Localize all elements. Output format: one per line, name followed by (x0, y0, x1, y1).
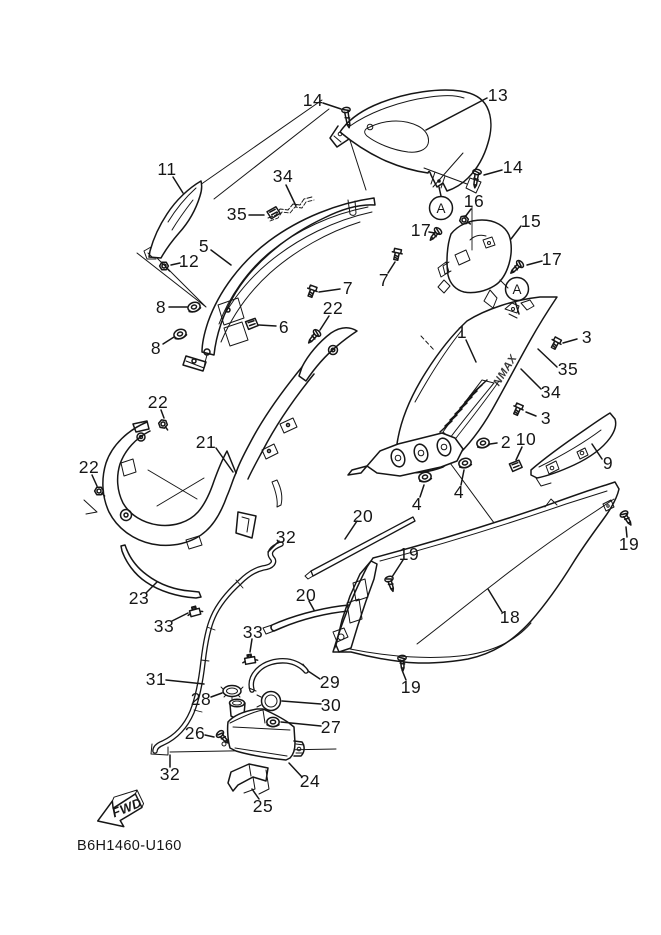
fastener-grommet-8 (187, 301, 202, 314)
leader-line-8 (163, 337, 174, 344)
leader-line-6 (259, 325, 276, 326)
part-21-leg-shield-frame (103, 328, 357, 549)
part-label-5: 5 (198, 236, 210, 256)
part-label-34: 34 (540, 382, 562, 402)
leader-line-5 (211, 250, 231, 265)
leader-line-22 (320, 316, 329, 330)
model-emblem-text: NMAX (491, 352, 520, 389)
part-11-upper-cover (144, 181, 202, 259)
part-label-30: 30 (320, 695, 342, 715)
part-label-22: 22 (147, 392, 169, 412)
fastener-grommet-4 (458, 457, 472, 469)
part-label-17: 17 (410, 220, 432, 240)
part-label-32: 32 (159, 764, 181, 784)
part-label-29: 29 (319, 672, 341, 692)
part-label-15: 15 (520, 211, 542, 231)
leader-line-3 (563, 339, 577, 343)
leader-line-14 (484, 170, 502, 175)
leader-line-11 (173, 177, 183, 193)
fastener-screw-19 (398, 655, 407, 671)
drawing-code: B6H1460-U160 (77, 838, 182, 854)
fastener-bolt-7 (305, 285, 318, 299)
part-label-8: 8 (155, 297, 167, 317)
fastener-bolt-7 (391, 248, 403, 261)
part-20-moulding-lower (263, 605, 351, 634)
leader-line-14 (323, 103, 341, 109)
part-label-20: 20 (352, 506, 374, 526)
part-label-19: 19 (618, 534, 640, 554)
part-label-17: 17 (541, 249, 563, 269)
fastener-bolt-3 (549, 336, 563, 350)
leader-line-7 (319, 289, 340, 292)
part-label-2: 2 (500, 432, 512, 452)
leader-line-3 (526, 412, 536, 416)
fastener-grommet-2 (476, 437, 490, 449)
fwd-arrow (92, 788, 149, 835)
part-13-tail-cover (330, 90, 491, 193)
fastener-clamp-33 (242, 653, 258, 664)
part-label-7: 7 (378, 270, 390, 290)
part-label-27: 27 (320, 717, 342, 737)
fastener-clip-10 (509, 460, 523, 472)
part-28-cap (221, 686, 243, 700)
part-label-26: 26 (184, 723, 206, 743)
part-label-28: 28 (190, 689, 212, 709)
part-label-18: 18 (499, 607, 521, 627)
part-label-13: 13 (487, 85, 509, 105)
fastener-clamp-33 (186, 605, 203, 618)
part-label-4: 4 (453, 482, 465, 502)
leader-line-17 (527, 261, 542, 265)
part-label-25: 25 (252, 796, 274, 816)
part-label-4: 4 (411, 494, 423, 514)
part-label-3: 3 (581, 327, 593, 347)
part-label-20: 20 (295, 585, 317, 605)
leader-line-28 (211, 693, 222, 697)
part-label-23: 23 (128, 588, 150, 608)
fastener-bolt-3 (511, 402, 525, 416)
part-label-19: 19 (400, 677, 422, 697)
part-label-33: 33 (242, 622, 264, 642)
part-label-8: 8 (150, 338, 162, 358)
fastener-nut-12 (160, 262, 170, 271)
leader-line-34 (286, 185, 296, 206)
part-label-24: 24 (299, 771, 321, 791)
part-label-33: 33 (153, 616, 175, 636)
fwd-arrow-label: FWD (109, 794, 145, 821)
fastener-screw-19 (619, 510, 634, 528)
part-29-breather-hose (249, 661, 309, 691)
part-18-lower-panel (333, 482, 619, 663)
leader-line-2 (490, 443, 497, 444)
part-label-35: 35 (226, 204, 248, 224)
leader-line-34 (521, 369, 541, 389)
fastener-clip-6 (245, 318, 258, 330)
part-label-1: 1 (456, 322, 468, 342)
fastener-grommet-8 (173, 328, 188, 341)
leader-line-26 (205, 735, 214, 737)
part-label-9: 9 (602, 453, 614, 473)
leader-line-29 (308, 671, 320, 679)
part-label-10: 10 (515, 429, 537, 449)
part-15-center-panel (438, 207, 511, 308)
part-24-reservoir-tank (222, 699, 304, 760)
part-label-7: 7 (342, 278, 354, 298)
part-label-21: 21 (195, 432, 217, 452)
leader-line-30 (282, 701, 321, 704)
part-label-35: 35 (557, 359, 579, 379)
part-label-16: 16 (463, 191, 485, 211)
part-1-side-cover-panel (348, 297, 557, 476)
leader-line-15 (511, 226, 521, 239)
part-label-14: 14 (302, 90, 324, 110)
ref-marker-letter-1: A (512, 282, 522, 297)
part-label-19: 19 (398, 544, 420, 564)
part-label-11: 11 (157, 159, 177, 179)
part-25-tank-guard (228, 764, 269, 794)
part-label-3: 3 (540, 408, 552, 428)
ref-marker-letter-0: A (436, 201, 446, 216)
fastener-nut-22 (158, 419, 169, 429)
part-label-22: 22 (78, 457, 100, 477)
leader-line-33 (172, 613, 188, 621)
part-label-31: 31 (145, 669, 167, 689)
part-label-34: 34 (272, 166, 294, 186)
part-label-14: 14 (502, 157, 524, 177)
part-label-6: 6 (278, 317, 290, 337)
part-label-32: 32 (275, 527, 297, 547)
part-label-22: 22 (322, 298, 344, 318)
leader-line-35 (538, 349, 557, 367)
part-label-12: 12 (178, 251, 200, 271)
